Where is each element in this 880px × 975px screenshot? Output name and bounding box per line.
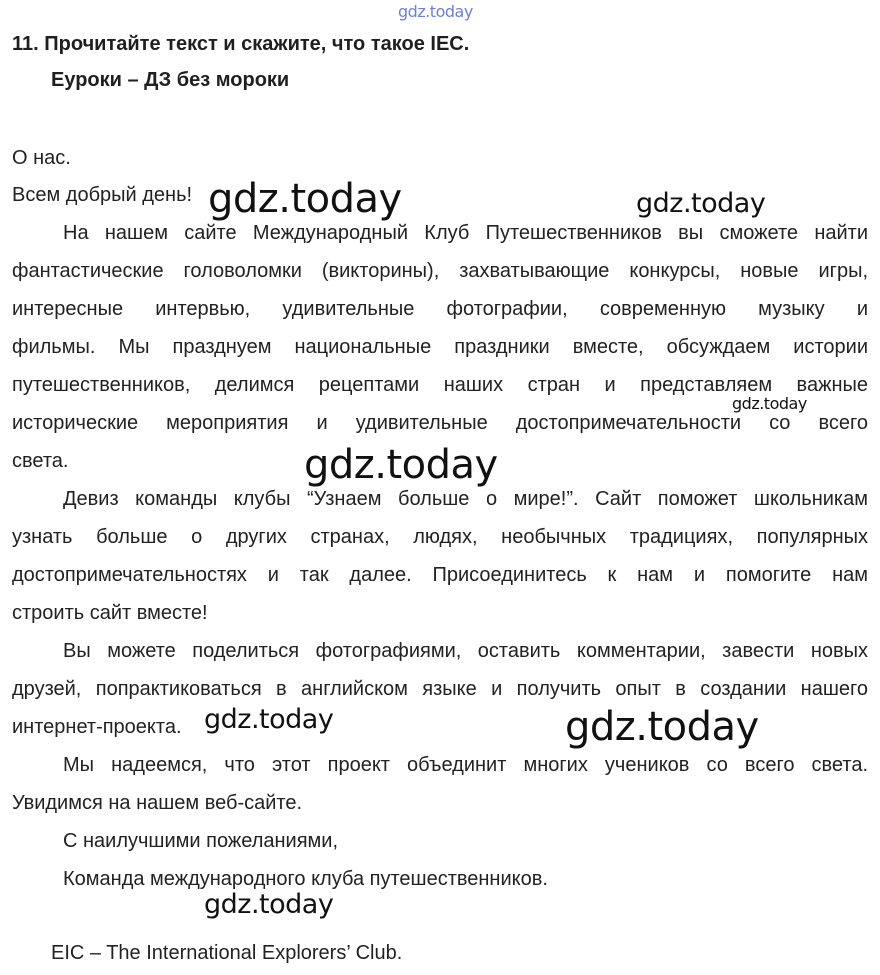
p2-line-3: достопримечательностях и так далее. Присоединитесь к нам и помогите нам <box>12 564 868 586</box>
abbreviation-note: EIC – The International Explorers’ Club. <box>51 942 403 964</box>
watermark: gdz.today <box>565 704 759 750</box>
signature: Команда международного клуба путешественников. <box>63 868 548 890</box>
p2-line-2: узнать больше о других странах, людях, необычных традициях, популярных <box>12 526 868 548</box>
p1-line-7: света. <box>12 450 69 472</box>
p4-line-2: Увидимся на нашем веб-сайте. <box>12 792 303 814</box>
watermark: gdz.today <box>732 394 807 413</box>
p1-line-3: интересные интервью, удивительные фотографии, современную музыку и <box>12 298 868 320</box>
p1-line-1: На нашем сайте Международный Клуб Путешественников вы сможете найти <box>63 222 868 244</box>
p1-line-4: фильмы. Мы празднуем национальные праздники вместе, обсуждаем истории <box>12 336 868 358</box>
p1-line-2: фантастические головоломки (викторины), захватывающие конкурсы, новые игры, <box>12 260 868 282</box>
p1-line-5: путешественников, делимся рецептами наших стран и представляем важные <box>12 374 868 396</box>
p4-line-1: Мы надеемся, что этот проект объединит многих учеников со всего света. <box>63 754 868 776</box>
watermark: gdz.today <box>636 188 766 219</box>
p2-line-1: Девиз команды клубы “Узнаем больше о мире!”. Сайт поможет школьникам <box>63 488 868 510</box>
p1-line-6: исторические мероприятия и удивительные достопримечательности со всего <box>12 412 868 434</box>
closing: С наилучшими пожеланиями, <box>63 830 339 852</box>
watermark: gdz.today <box>204 889 334 920</box>
watermark: gdz.today <box>304 442 498 488</box>
p3-line-1: Вы можете поделиться фотографиями, оставить комментарии, завести новых <box>63 640 868 662</box>
greeting: Всем добрый день! <box>12 184 193 206</box>
watermark: gdz.today <box>204 704 334 735</box>
task-subtitle: Еуроки – ДЗ без мороки <box>51 69 290 91</box>
watermark: gdz.today <box>208 176 402 222</box>
p3-line-3: интернет-проекта. <box>12 716 182 738</box>
p2-line-4: строить сайт вместе! <box>12 602 208 624</box>
about-heading: О нас. <box>12 147 71 169</box>
task-title: 11. Прочитайте текст и скажите, что такое IEC. <box>12 33 470 55</box>
p3-line-2: друзей, попрактиковаться в английском языке и получить опыт в создании нашего <box>12 678 868 700</box>
watermark-top: gdz.today <box>398 2 473 21</box>
